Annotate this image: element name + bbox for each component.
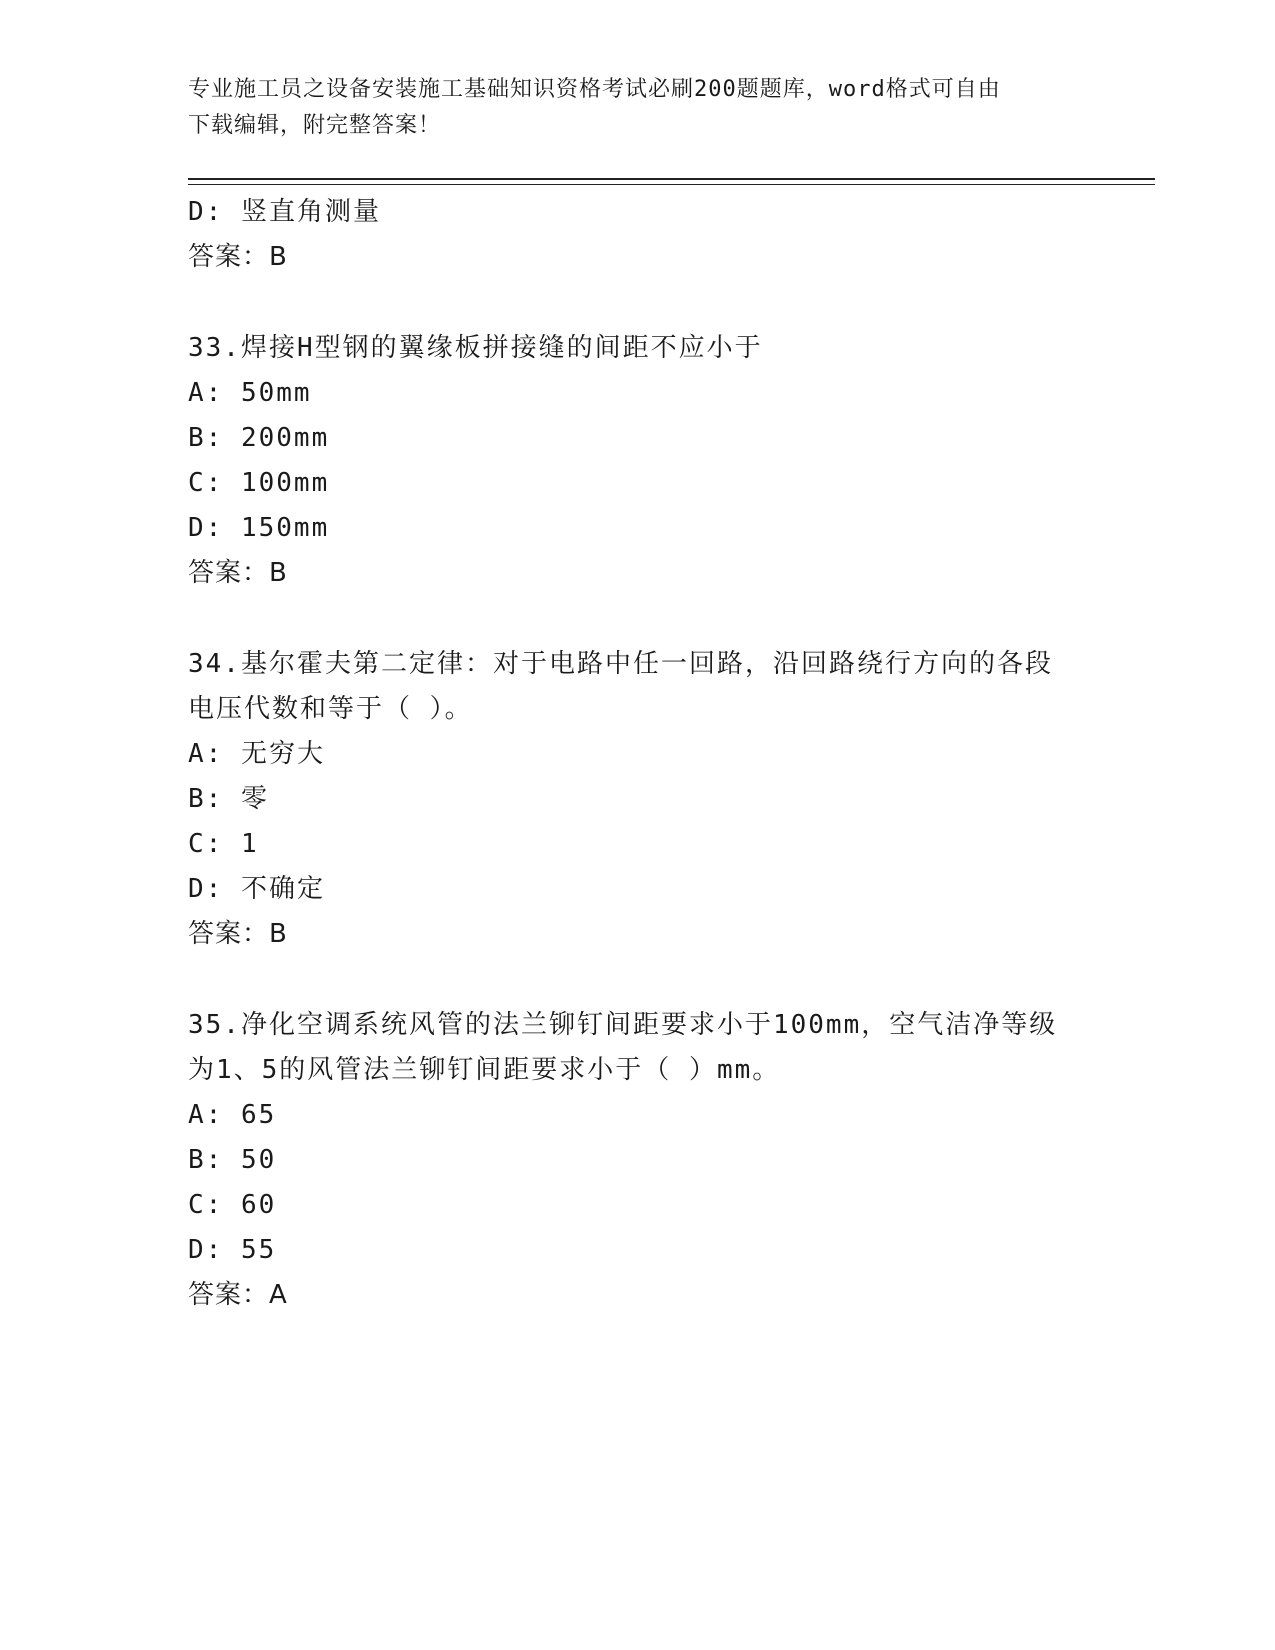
question-35 — [188, 1003, 1088, 1318]
document-header — [188, 72, 1088, 144]
option-d: D: 不确定 — [188, 874, 325, 904]
header-divider-thin — [188, 184, 1155, 185]
option-c: C: 1 — [188, 829, 259, 859]
option-b: B: 零 — [188, 784, 269, 814]
spacer — [188, 280, 1088, 326]
header-line-2: 下载编辑，附完整答案！ — [188, 113, 442, 138]
question-stem-continued: 电压代数和等于（ ）。 — [188, 694, 473, 724]
question-33 — [188, 326, 1088, 596]
option-b: B: 200mm — [188, 423, 330, 453]
header-divider-thick — [188, 178, 1155, 180]
option-a: A: 50mm — [188, 378, 312, 408]
option-a: A: 无穷大 — [188, 739, 325, 769]
header-line-1: 专业施工员之设备安装施工基础知识资格考试必刷200题题库，word格式可自由 — [188, 77, 1001, 102]
question-content — [188, 190, 1088, 1318]
question-stem: 33.焊接H型钢的翼缘板拼接缝的间距不应小于 — [188, 333, 763, 363]
question-stem: 35.净化空调系统风管的法兰铆钉间距要求小于100mm，空气洁净等级 — [188, 1010, 1058, 1040]
option-d: D: 竖直角测量 — [188, 197, 381, 227]
option-b: B: 50 — [188, 1145, 277, 1175]
answer-line: 答案：B — [188, 919, 288, 949]
answer-line: 答案：B — [188, 558, 288, 588]
option-d: D: 55 — [188, 1235, 277, 1265]
answer-line: 答案：A — [188, 1280, 288, 1310]
question-stem-continued: 为1、5的风管法兰铆钉间距要求小于（ ）mm。 — [188, 1055, 781, 1085]
answer-line: 答案：B — [188, 242, 288, 272]
option-c: C: 60 — [188, 1190, 277, 1220]
previous-question-tail — [188, 190, 1088, 280]
spacer — [188, 957, 1088, 1003]
option-d: D: 150mm — [188, 513, 330, 543]
spacer — [188, 596, 1088, 642]
option-c: C: 100mm — [188, 468, 330, 498]
question-stem: 34.基尔霍夫第二定律：对于电路中任一回路，沿回路绕行方向的各段 — [188, 649, 1053, 679]
option-a: A: 65 — [188, 1100, 277, 1130]
question-34 — [188, 642, 1088, 957]
